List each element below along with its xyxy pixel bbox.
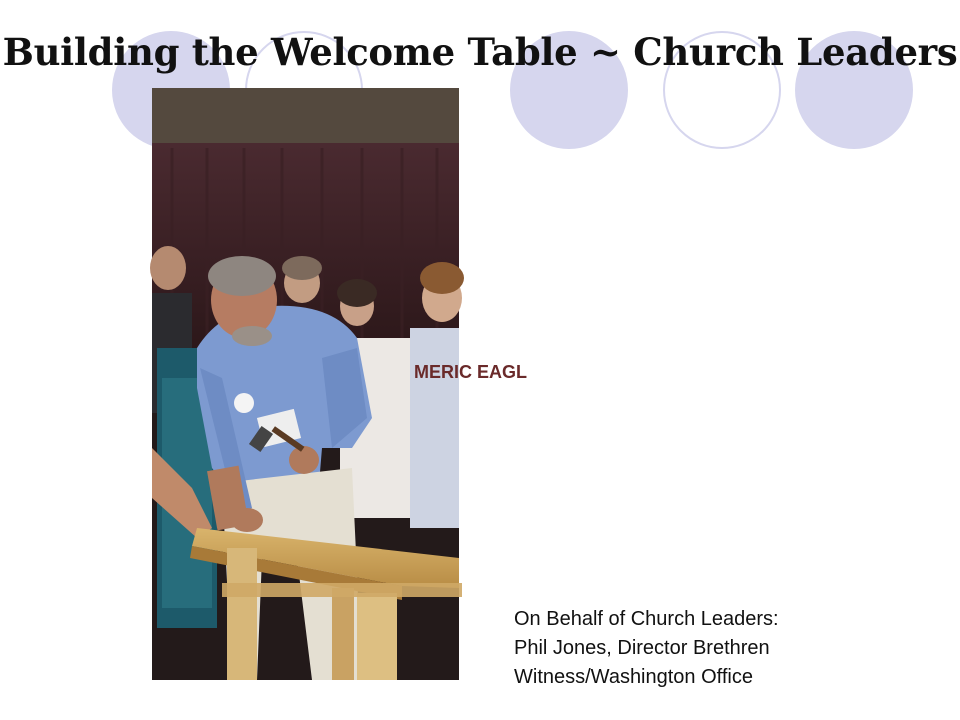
caption-line: Phil Jones, Director Brethren	[514, 637, 770, 659]
caption-line: On Behalf of Church Leaders:	[514, 608, 779, 630]
slide-title: Building the Welcome Table ~ Church Leaders	[2, 30, 958, 74]
photo-man-hammering-table	[152, 88, 528, 680]
photo-caption	[514, 605, 914, 692]
shirt-lettering: MERIC EAGL	[414, 362, 528, 382]
caption-line: Witness/Washington Office	[514, 666, 753, 688]
